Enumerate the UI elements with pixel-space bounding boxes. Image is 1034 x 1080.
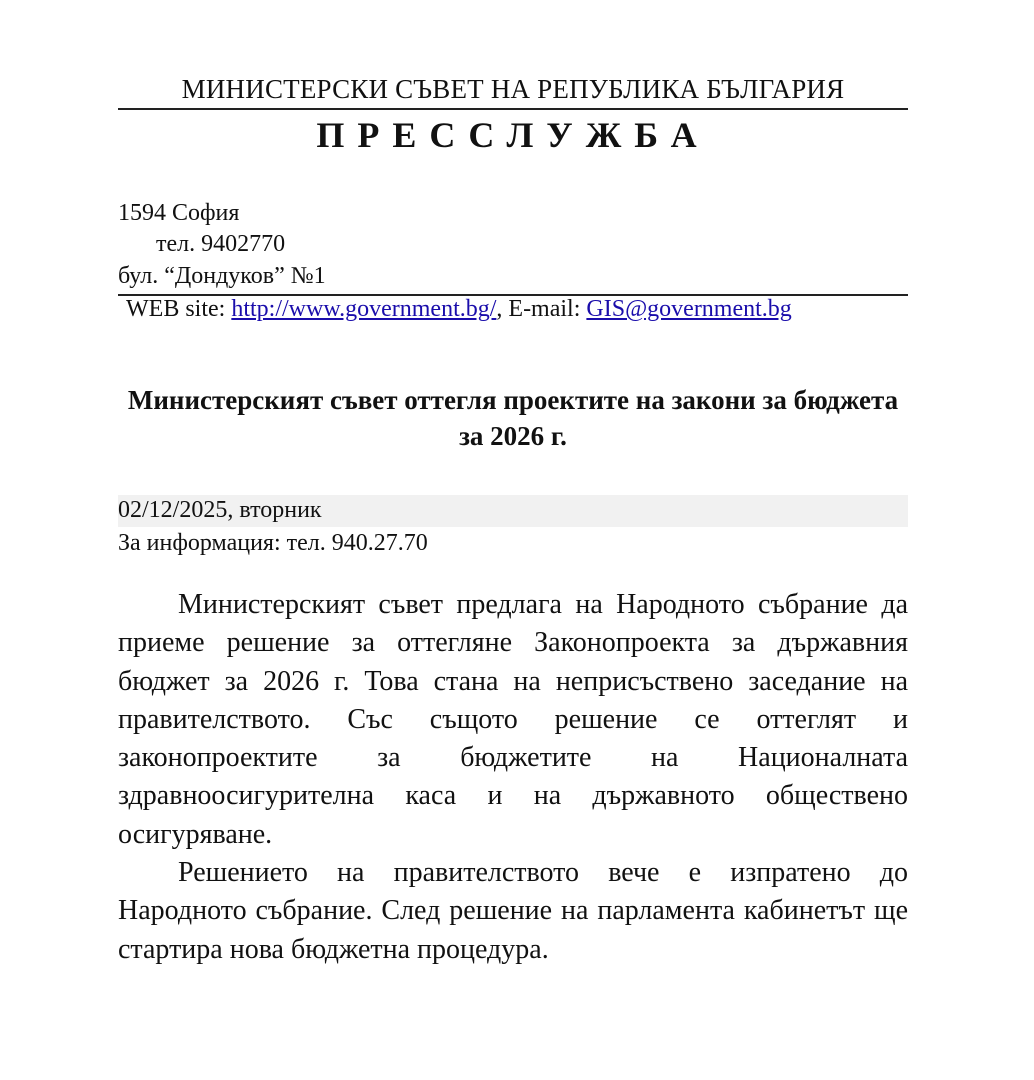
article-title: Министерският съвет оттегля проектите на закони за бюджета за 2026 г. [127,385,899,451]
header-divider [118,108,908,110]
website-link[interactable]: http://www.government.bg/ [231,296,497,322]
web-label: WEB site: [126,296,232,322]
address-city: 1594 София [118,200,240,226]
department-name: ПРЕССЛУЖБА [316,115,710,155]
contact-line [126,296,792,323]
organization-name: МИНИСТЕРСКИ СЪВЕТ НА РЕПУБЛИКА БЪЛГАРИЯ [181,74,845,104]
info-phone: За информация: тел. 940.27.70 [118,530,428,556]
paragraph: Министерският съвет предлага на Народното събрание да приеме решение за оттегляне Законопроекта за държавния бюджет за 2026 г. Това стана на неприсъствено заседание на правителството. Със същото решение се оттеглят и законопроектите за бюджетите на Националната здравноосигурителна каса и на държавното обществено осигуряване. [118,589,908,850]
article-date: 02/12/2025, вторник [118,497,322,523]
address-phone: тел. 9402770 [156,231,286,257]
article-body [118,586,908,969]
email-link[interactable]: GIS@government.bg [586,296,792,322]
email-label: , E-mail: [496,296,587,322]
paragraph: Решението на правителството вече е изпратено до Народното събрание. След решение на парламента кабинетът ще стартира нова бюджетна процедура. [118,857,908,965]
address-street: бул. “Дондуков” №1 [118,263,326,289]
